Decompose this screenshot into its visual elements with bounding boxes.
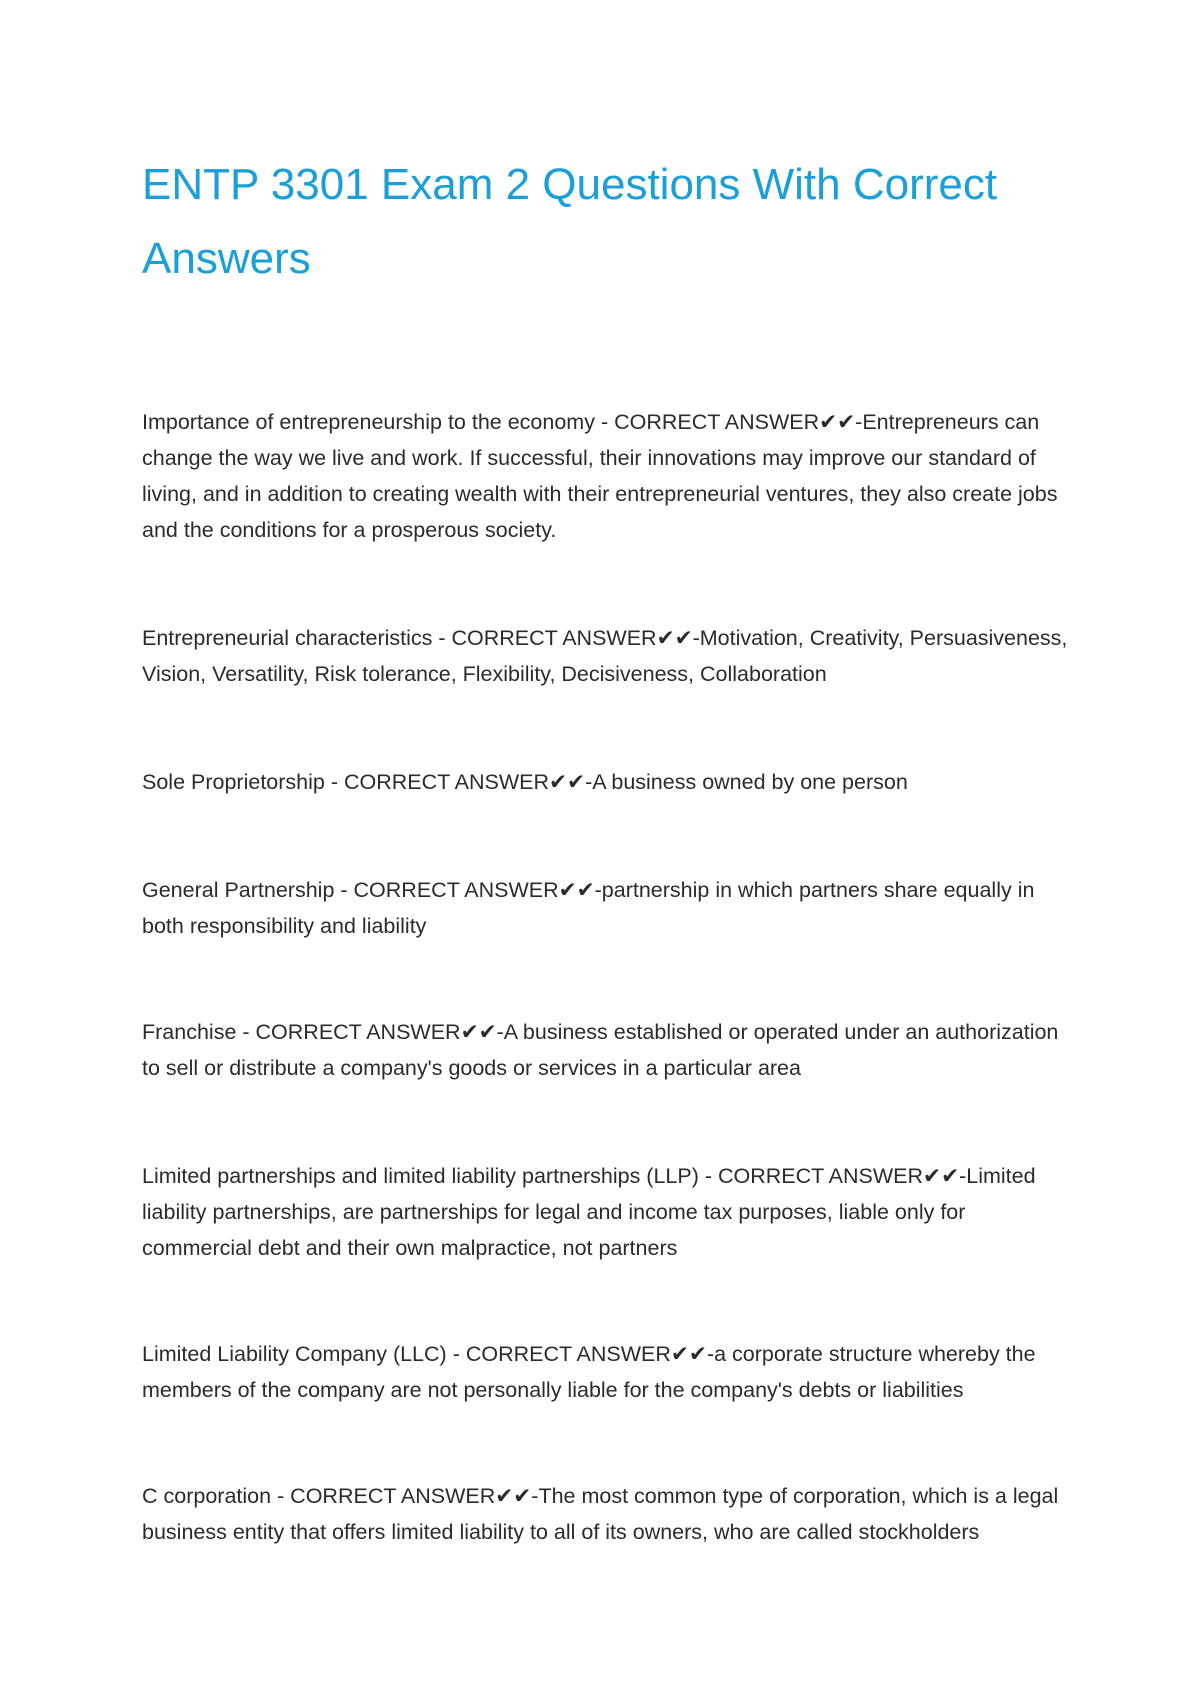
entry-separator: - CORRECT ANSWER✔✔- <box>271 1484 539 1508</box>
entry-separator: - CORRECT ANSWER✔✔- <box>594 410 863 434</box>
qa-entry <box>142 764 1072 800</box>
entry-term: C corporation <box>142 1484 272 1508</box>
entry-term: Entrepreneurial characteristics <box>142 626 433 650</box>
entry-separator: - CORRECT ANSWER✔✔- <box>432 626 700 650</box>
entry-term: Limited partnerships and limited liability partnerships (LLP) <box>142 1164 699 1188</box>
qa-entry <box>142 1336 1072 1408</box>
entry-term: Limited Liability Company (LLC) <box>142 1342 447 1366</box>
entry-separator: - CORRECT ANSWER✔✔- <box>446 1342 715 1366</box>
entry-separator: - CORRECT ANSWER✔✔- <box>334 878 602 902</box>
qa-entry <box>142 620 1072 692</box>
entry-answer: Limited liability partnerships, are partnerships for legal and income tax purposes, liable only for commercial debt and their own malpractice, not partners <box>142 1164 1036 1260</box>
qa-entry <box>142 1014 1072 1086</box>
entry-separator: - CORRECT ANSWER✔✔- <box>236 1020 504 1044</box>
qa-entry <box>142 872 1072 944</box>
entry-term: Sole Proprietorship <box>142 770 325 794</box>
entry-term: Importance of entrepreneurship to the economy <box>142 410 595 434</box>
entry-answer: A business established or operated under an authorization to sell or distribute a company's goods or services in a particular area <box>142 1020 1059 1080</box>
entry-answer: The most common type of corporation, which is a legal business entity that offers limited liability to all of its owners, who are called stockholders <box>142 1484 1059 1544</box>
entry-answer: Entrepreneurs can change the way we live and work. If successful, their innovations may improve our standard of living, and in addition to creating wealth with their entrepreneurial ventures, they also create jobs and the conditions for a prosperous society. <box>142 410 1058 542</box>
entry-separator: - CORRECT ANSWER✔✔- <box>324 770 593 794</box>
entry-separator: - CORRECT ANSWER✔✔- <box>698 1164 967 1188</box>
entry-answer: Motivation, Creativity, Persuasiveness, Vision, Versatility, Risk tolerance, Flexibility, Decisiveness, Collaboration <box>142 626 1068 686</box>
entry-answer: A business owned by one person <box>592 770 908 794</box>
qa-entry <box>142 404 1072 548</box>
entry-answer: a corporate structure whereby the members of the company are not personally liable for the company's debts or liabilities <box>142 1342 1036 1402</box>
entry-term: General Partnership <box>142 878 335 902</box>
qa-entry <box>142 1478 1072 1550</box>
entry-term: Franchise <box>142 1020 237 1044</box>
entry-answer: partnership in which partners share equally in both responsibility and liability <box>142 878 1035 938</box>
qa-entry <box>142 1158 1072 1266</box>
page-title: ENTP 3301 Exam 2 Questions With Correct Answers <box>142 160 998 283</box>
